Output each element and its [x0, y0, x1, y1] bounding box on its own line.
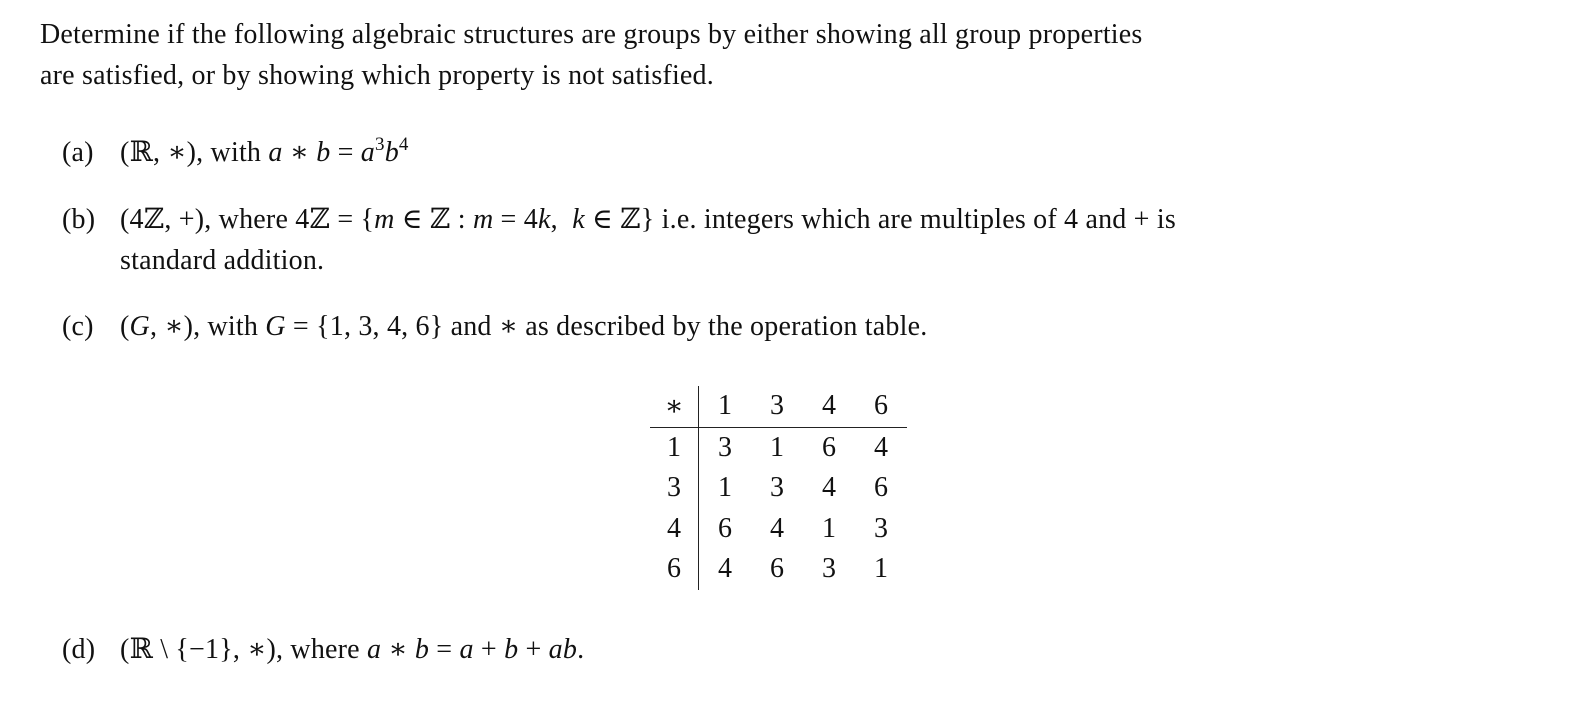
item-b-line-2: standard addition. — [120, 245, 325, 276]
table-row-head: 4 — [650, 509, 699, 550]
table-row — [650, 427, 907, 468]
item-d-plus1: + — [473, 634, 505, 665]
item-a-set: (ℝ, ∗), with — [120, 137, 269, 168]
table-row-head: 3 — [650, 468, 699, 509]
item-c-G2: G — [265, 311, 286, 342]
item-d-end: . — [577, 634, 585, 665]
table-cell: 4 — [718, 553, 732, 585]
item-c-label: (c) — [62, 311, 94, 342]
item-b-tail: ∈ ℤ} i.e. integers which are multiples of 4 and + is — [584, 204, 1176, 235]
table-cell: 6 — [770, 553, 784, 585]
table-cell: 1 — [874, 553, 888, 585]
item-b-k: k — [537, 204, 551, 235]
table-cell: 6 — [822, 431, 836, 463]
item-c — [62, 306, 927, 347]
item-b-m: m — [374, 204, 395, 235]
item-a-rhs-b: b — [384, 137, 399, 168]
table-cell: 1 — [822, 512, 836, 544]
table-header-cell: 1 — [699, 386, 752, 427]
item-d-a: a — [367, 634, 382, 665]
item-b-label: (b) — [62, 204, 96, 235]
table-cell: 1 — [718, 472, 732, 504]
item-a-var-b: b — [316, 137, 331, 168]
table-cell: 6 — [874, 472, 888, 504]
table-cell: 3 — [822, 553, 836, 585]
table-cell: 4 — [770, 512, 784, 544]
operation-table — [650, 386, 907, 590]
item-a-rhs-a: a — [360, 137, 375, 168]
item-a-exp-3: 3 — [375, 134, 385, 155]
item-a — [62, 132, 409, 173]
item-b-eq: = 4 — [493, 204, 538, 235]
item-b-set: (4ℤ, +), where 4ℤ = { — [120, 204, 375, 235]
item-b — [62, 199, 1176, 281]
table-cell: 3 — [874, 512, 888, 544]
item-d-b: b — [414, 634, 430, 665]
table-corner: ∗ — [650, 386, 699, 427]
table-row — [650, 468, 907, 509]
item-d-plus2: + — [518, 634, 549, 665]
table-header-cell: 4 — [803, 386, 855, 427]
table-cell: 3 — [718, 431, 732, 463]
item-b-k2: k — [572, 204, 585, 235]
item-c-mid: , ∗), with — [149, 311, 266, 342]
intro-line-2: are satisfied, or by showing which property is not satisfied. — [40, 60, 714, 91]
table-cell: 6 — [718, 512, 732, 544]
table-cell: 3 — [770, 472, 784, 504]
item-d-ab: ab — [548, 634, 578, 665]
table-row-head: 1 — [650, 427, 699, 468]
table-header-row — [650, 386, 907, 427]
item-b-sep: , — [550, 204, 573, 235]
table-row — [650, 509, 907, 550]
item-c-tail: = {1, 3, 4, 6} and ∗ as described by the operation table. — [285, 311, 928, 342]
item-d-a2: a — [459, 634, 474, 665]
table-header-cell: 6 — [855, 386, 907, 427]
item-d-content — [120, 634, 584, 665]
item-a-op: ∗ — [282, 137, 317, 168]
item-d — [62, 629, 584, 670]
item-c-G: G — [129, 311, 150, 342]
table-row-head: 6 — [650, 549, 699, 590]
table-row — [650, 549, 907, 590]
problem-intro — [40, 14, 1460, 96]
item-a-content — [120, 134, 409, 168]
item-d-eq: = — [429, 634, 460, 665]
item-a-eq: = — [330, 137, 361, 168]
item-d-op: ∗ — [381, 634, 415, 665]
intro-line-1: Determine if the following algebraic structures are groups by either showing all group properties — [40, 19, 1143, 50]
item-d-set: (ℝ \ {−1}, ∗), where — [120, 634, 367, 665]
item-d-label: (d) — [62, 634, 96, 665]
item-b-in: ∈ ℤ : — [394, 204, 473, 235]
item-c-content — [120, 311, 927, 342]
item-a-label: (a) — [62, 137, 94, 168]
table-cell: 1 — [770, 431, 784, 463]
item-d-b2: b — [504, 634, 519, 665]
item-c-open: ( — [120, 311, 130, 342]
table-cell: 4 — [874, 431, 888, 463]
table-cell: 4 — [822, 472, 836, 504]
item-b-content — [120, 204, 1176, 235]
item-a-var-a: a — [268, 137, 283, 168]
table-header-cell: 3 — [751, 386, 803, 427]
item-b-m2: m — [472, 204, 494, 235]
item-a-exp-4: 4 — [398, 134, 409, 155]
